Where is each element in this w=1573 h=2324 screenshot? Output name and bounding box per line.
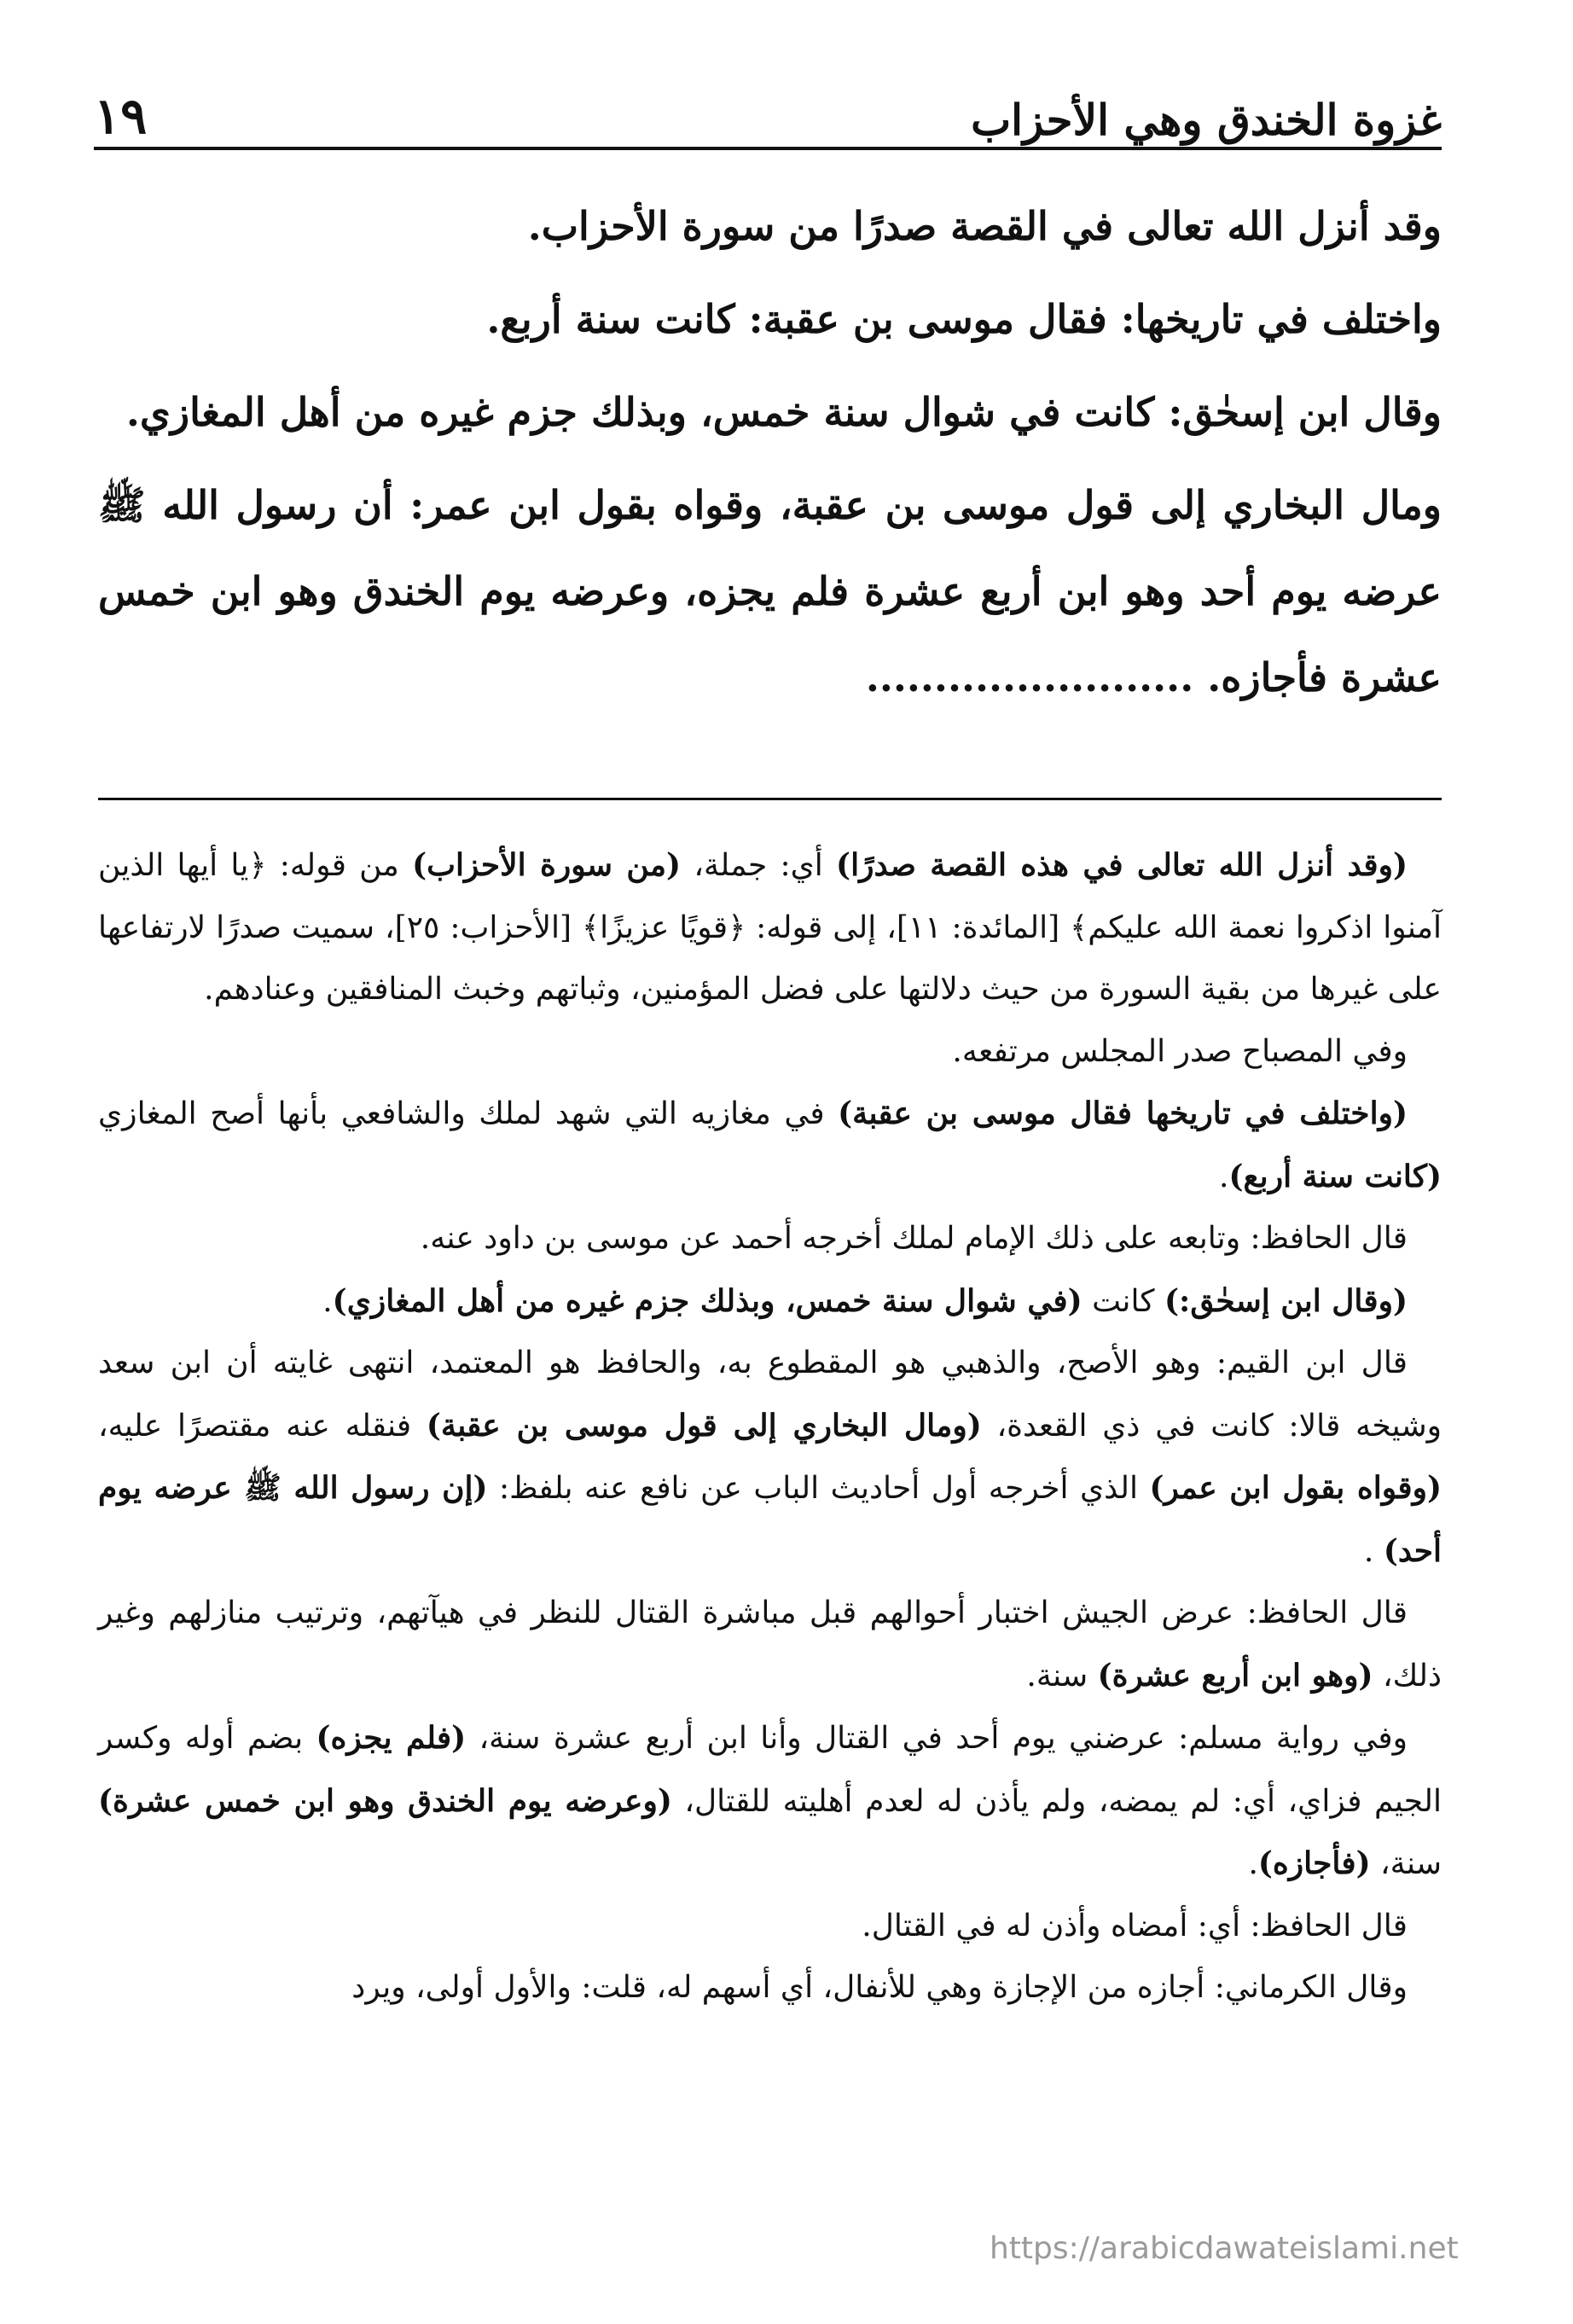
quoted-text: (إن رسول الله ﷺ عرضه يوم أحد) bbox=[98, 1470, 1442, 1569]
quoted-text: (وهو ابن أربع عشرة) bbox=[1097, 1657, 1373, 1694]
commentary-text: . bbox=[1219, 1159, 1229, 1194]
commentary-text: كانت bbox=[1082, 1283, 1164, 1319]
commentary-paragraph: قال الحافظ: أي: أمضاه وأذن له في القتال. bbox=[862, 1908, 1408, 1943]
commentary-paragraph bbox=[98, 1583, 1442, 1707]
quoted-text: (فلم يجزه) bbox=[316, 1720, 467, 1756]
commentary-text: . bbox=[322, 1283, 333, 1319]
quoted-text: (ومال البخاري إلى قول موسى بن عقبة) bbox=[426, 1407, 982, 1444]
commentary-paragraph: وفي المصباح صدر المجلس مرتفعه. bbox=[952, 1033, 1408, 1069]
commentary-paragraph: وقال الكرماني: أجازه من الإجازة وهي للأنفال، أي أسهم له، قلت: والأول أولى، ويرد bbox=[351, 1970, 1408, 2005]
main-paragraph: وقال ابن إسحٰق: كانت في شوال سنة خمس، وبذلك جزم غيره من أهل المغازي. bbox=[125, 389, 1442, 435]
page-number: ١٩ bbox=[94, 87, 148, 145]
quoted-text: (وعرضه يوم الخندق وهو ابن خمس عشرة) bbox=[98, 1782, 672, 1819]
commentary-paragraph: قال الحافظ: وتابعه على ذلك الإمام لملك أخرجه أحمد عن موسى بن داود عنه. bbox=[420, 1221, 1408, 1256]
watermark-url: https://arabicdawateislami.net bbox=[990, 2231, 1459, 2266]
quoted-text: (كانت سنة أربع) bbox=[1228, 1158, 1442, 1194]
commentary-text: في مغازيه التي شهد لملك والشافعي بأنها أصح المغازي bbox=[98, 1096, 839, 1131]
main-paragraph bbox=[98, 462, 1442, 721]
commentary-text: قال الحافظ: عرض الجيش اختبار أحوالهم قبل مباشرة القتال للنظر في هيآتهم، وترتيب منازلهم وغير ذلك، bbox=[98, 1595, 1442, 1694]
commentary-text: سنة، bbox=[1370, 1846, 1442, 1881]
commentary-paragraph bbox=[98, 1707, 1442, 1896]
commentary-text: قال ابن القيم: وهو الأصح، والذهبي هو المقطوع به، والحافظ هو المعتمد، انتهى غايته أن ابن سعد وشيخه قالا: كانت في ذي القعدة، bbox=[98, 1345, 1442, 1444]
commentary-text: من قوله: ﴿يا أيها الذين آمنوا اذكروا نعمة الله عليكم﴾ [المائدة: ١١]، إلى قوله: ﴿قويًا عزيزًا﴾ [الأحزاب: ٢٥]، سميت صدرًا لارتفاعها على غيرها من بقية السورة من حيث دلالتها على فضل المؤمنين، وثباتهم وخبث المنافقين وعنادهم. bbox=[98, 848, 1442, 1007]
footnote-divider bbox=[98, 798, 1442, 800]
quoted-text: (وقد أنزل الله تعالى في هذه القصة صدرًا) bbox=[836, 847, 1408, 883]
main-text bbox=[98, 183, 1442, 721]
quoted-text: (فأجازه) bbox=[1257, 1845, 1371, 1881]
main-paragraph: وقد أنزل الله تعالى في القصة صدرًا من سورة الأحزاب. bbox=[527, 203, 1442, 249]
commentary-text: فنقله عنه مقتصرًا عليه، bbox=[98, 1408, 427, 1444]
commentary-text: . bbox=[1248, 1846, 1258, 1881]
commentary-text: سنة. bbox=[1026, 1658, 1098, 1694]
commentary-paragraph bbox=[98, 834, 1442, 1021]
quoted-text: (في شوال سنة خمس، وبذلك جزم غيره من أهل المغازي) bbox=[332, 1282, 1083, 1319]
main-paragraph: واختلف في تاريخها: فقال موسى بن عقبة: كانت سنة أربع. bbox=[486, 296, 1442, 342]
header-divider bbox=[94, 147, 1442, 150]
commentary bbox=[98, 834, 1442, 2019]
quoted-text: (واختلف في تاريخها فقال موسى بن عقبة) bbox=[838, 1095, 1408, 1131]
page-header bbox=[94, 68, 1442, 145]
commentary-paragraph bbox=[98, 1270, 1442, 1333]
commentary-text: أي: جملة، bbox=[681, 848, 837, 883]
commentary-text: بضم أوله وكسر الجيم فزاي، أي: لم يمضه، ولم يأذن له لعدم أهليته للقتال، bbox=[98, 1721, 1442, 1819]
commentary-paragraph bbox=[98, 1083, 1442, 1208]
ellipsis-dots: ........................ bbox=[865, 654, 1194, 700]
quoted-text: (من سورة الأحزاب) bbox=[412, 847, 682, 883]
running-head: غزوة الخندق وهي الأحزاب bbox=[971, 95, 1442, 145]
quoted-text: (وقواه بقول ابن عمر) bbox=[1149, 1470, 1442, 1506]
commentary-paragraph bbox=[98, 1333, 1442, 1583]
commentary-text: . bbox=[1363, 1533, 1384, 1569]
commentary-text: الذي أخرجه أول أحاديث الباب عن نافع عنه بلفظ: bbox=[487, 1471, 1150, 1506]
commentary-text: وفي رواية مسلم: عرضني يوم أحد في القتال وأنا ابن أربع عشرة سنة، bbox=[466, 1721, 1408, 1756]
main-paragraph-text: ومال البخاري إلى قول موسى بن عقبة، وقواه بقول ابن عمر: أن رسول الله ﷺ عرضه يوم أحد وهو ابن أربع عشرة فلم يجزه، وعرضه يوم الخندق وهو ابن خمس عشرة فأجازه. bbox=[98, 482, 1442, 700]
quoted-text: (وقال ابن إسحٰق:) bbox=[1164, 1282, 1408, 1319]
